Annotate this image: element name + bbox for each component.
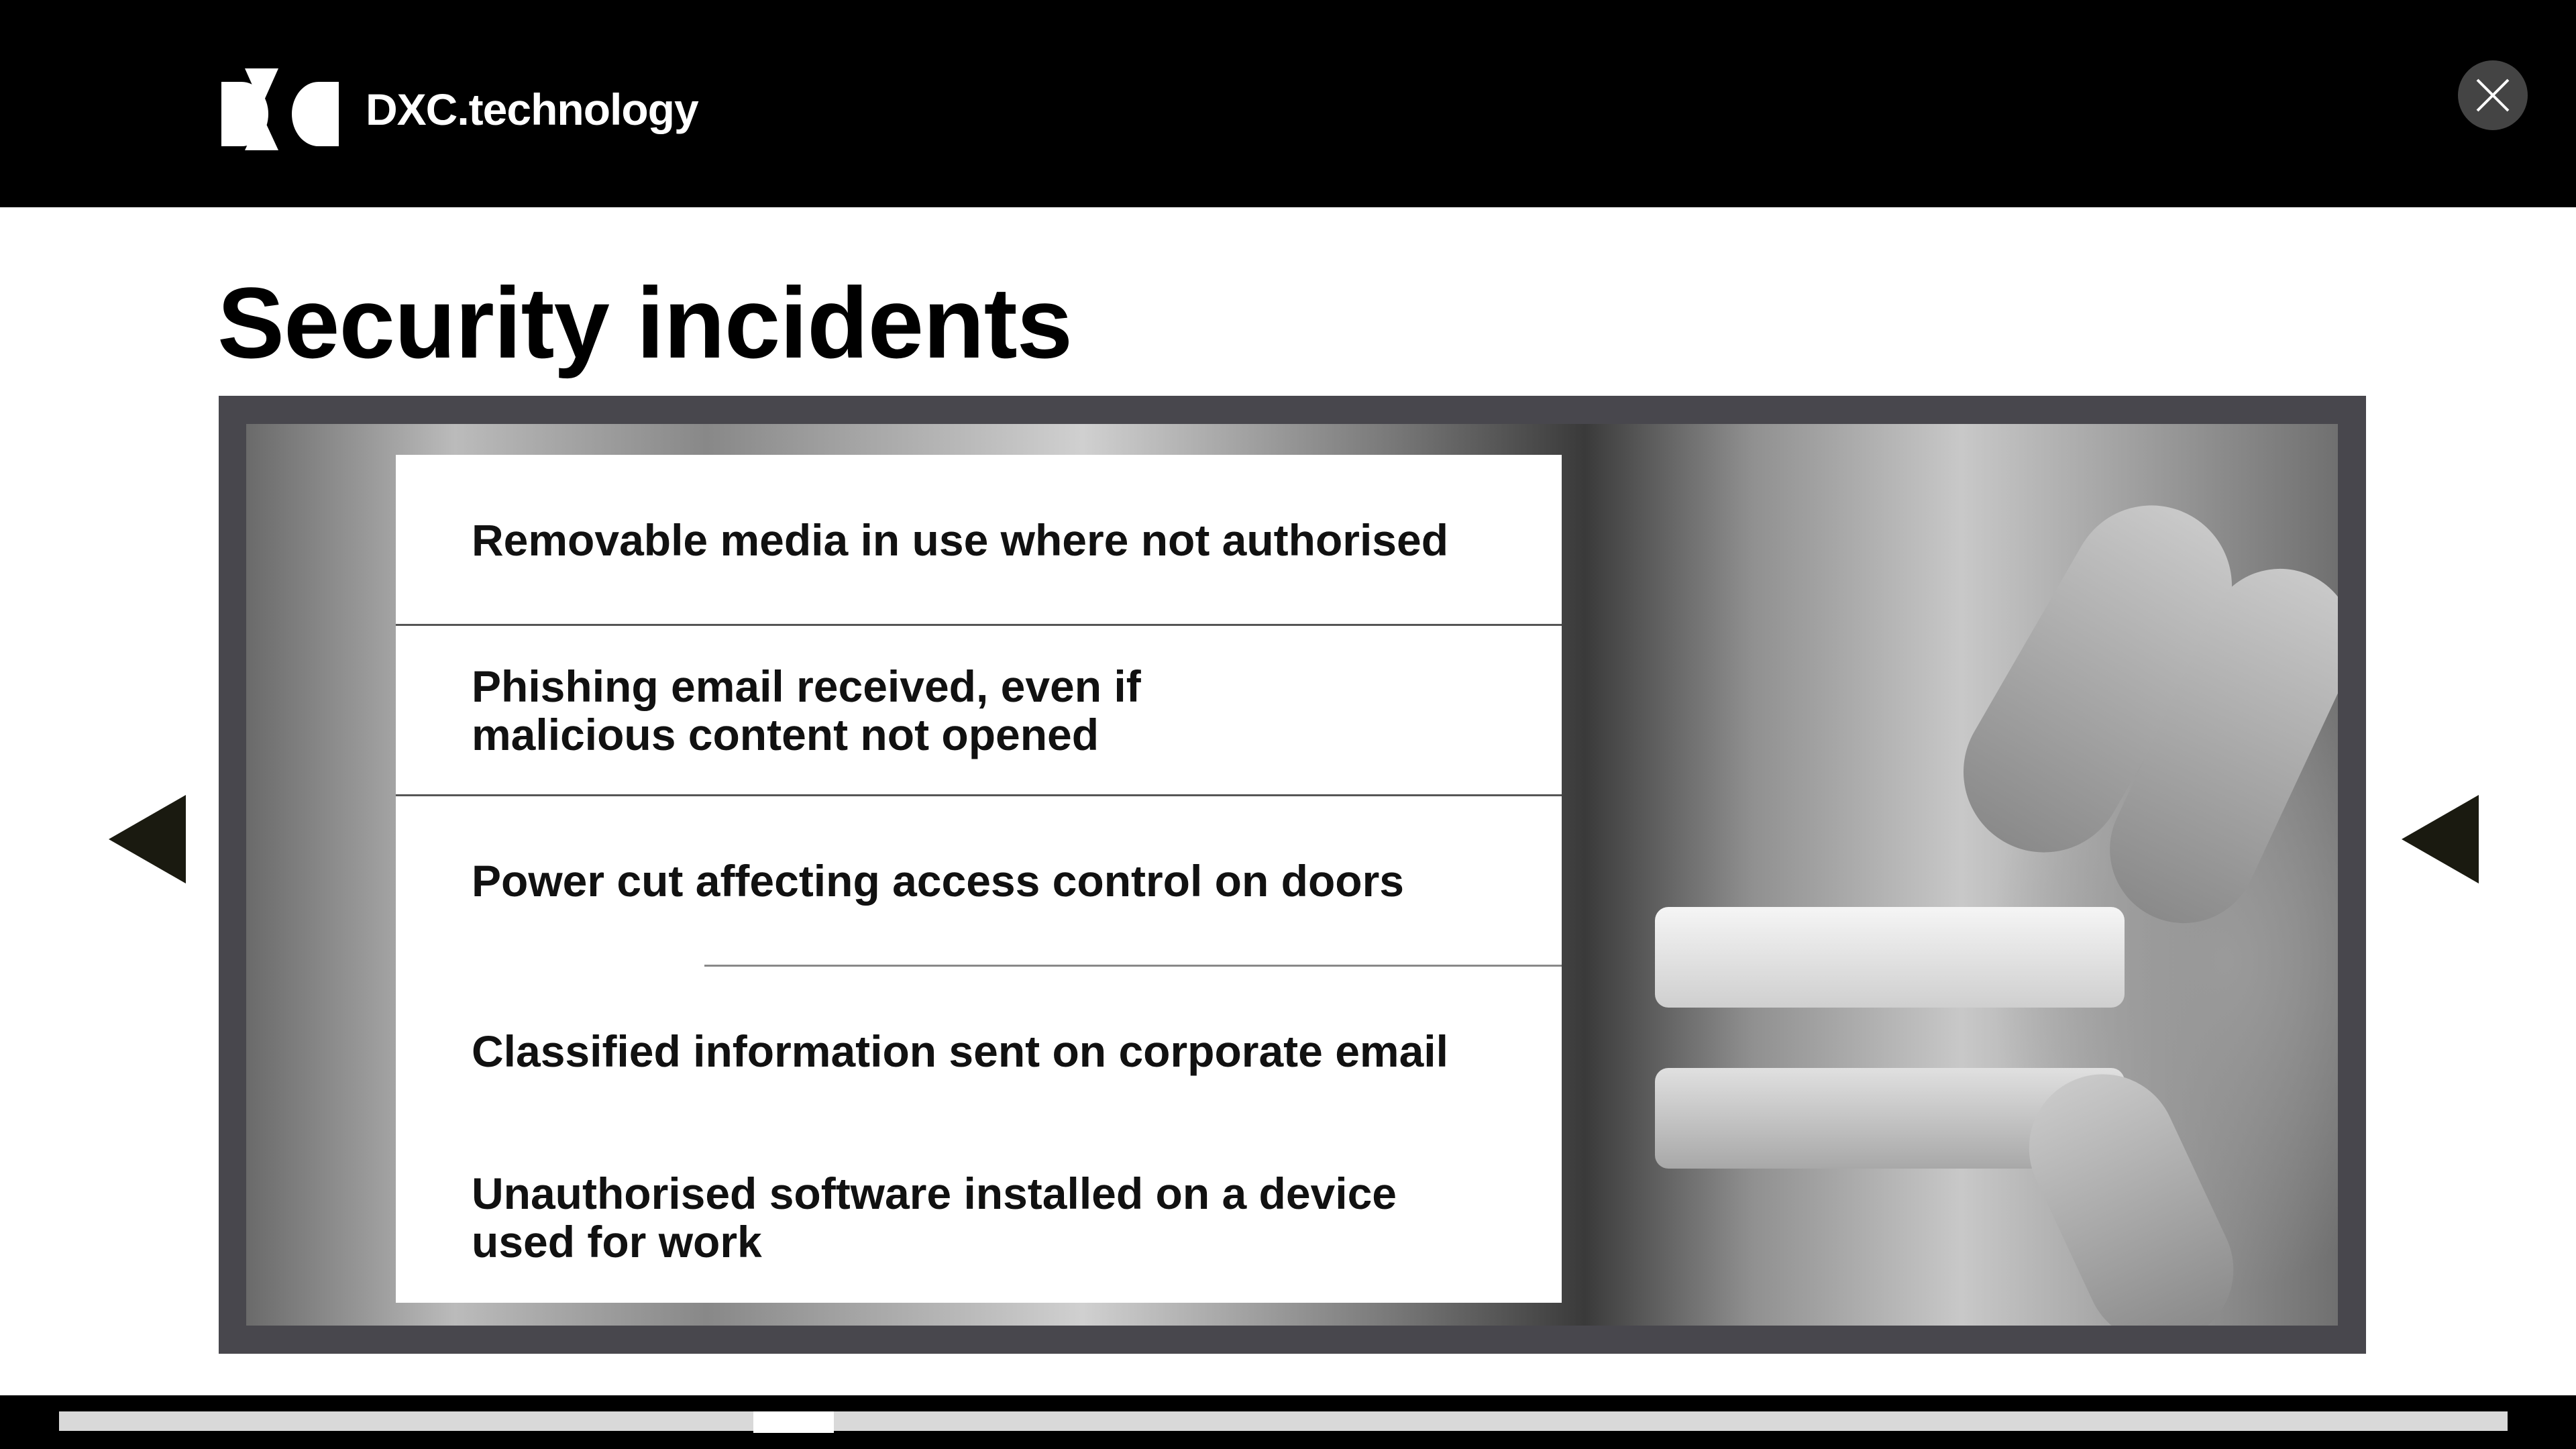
usb-photo	[246, 424, 2338, 1326]
close-button[interactable]	[2458, 60, 2528, 130]
page-title: Security incidents	[217, 266, 1073, 379]
dxc-logo-icon	[221, 68, 339, 150]
progress-track[interactable]	[59, 1411, 2508, 1431]
usb-stick-image	[1655, 907, 2125, 1008]
slide-frame	[219, 396, 2366, 1354]
list-item	[396, 796, 1562, 966]
list-item-label: Classified information sent on corporate email	[472, 1026, 1448, 1076]
list-item-label: Power cut affecting access control on doors	[472, 856, 1404, 906]
list-item	[396, 966, 1562, 1136]
footer-bar	[0, 1395, 2576, 1449]
next-slide-button[interactable]	[2402, 795, 2479, 883]
list-item-label: Unauthorised software installed on a device used for work	[472, 1169, 1397, 1267]
previous-slide-button[interactable]	[109, 795, 186, 883]
list-item	[396, 625, 1562, 796]
logo-text: DXC.technology	[366, 84, 698, 134]
close-x-icon	[2476, 78, 2510, 112]
list-item-label: Phishing email received, even if malicious content not opened	[472, 661, 1141, 759]
list-item-label: Removable media in use where not authorised	[472, 515, 1449, 565]
list-item	[396, 455, 1562, 625]
dxc-logo	[221, 67, 698, 151]
incident-list-panel	[396, 455, 1562, 1303]
progress-thumb[interactable]	[753, 1411, 834, 1433]
list-item	[396, 1132, 1562, 1303]
header-bar	[0, 0, 2576, 207]
